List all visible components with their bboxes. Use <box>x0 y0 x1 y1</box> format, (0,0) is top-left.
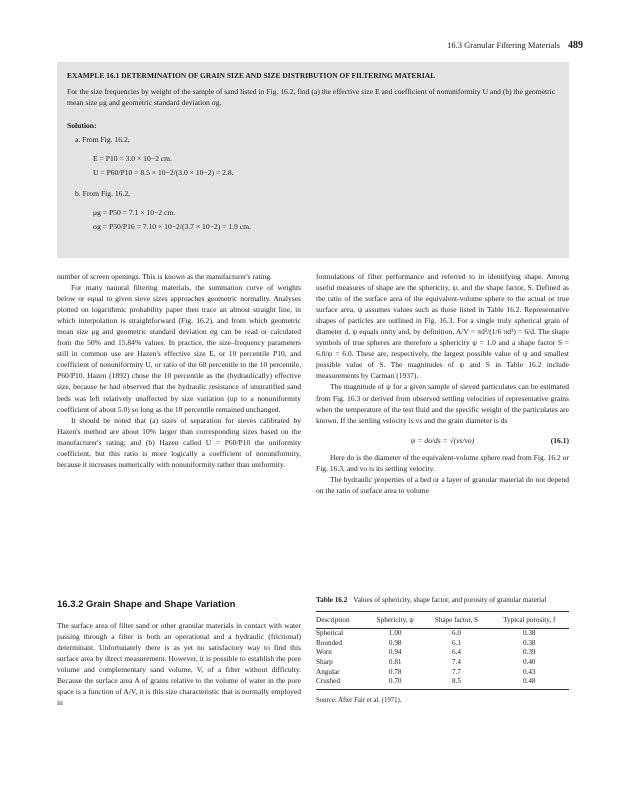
table-cell: 6.1 <box>451 638 461 647</box>
solution-part-a: a. From Fig. 16.2, <box>75 135 130 144</box>
table-cell: 1.00 <box>388 629 402 638</box>
table-row <box>316 667 569 677</box>
table-cell: 0.94 <box>388 648 402 657</box>
table-cell: 0.81 <box>388 658 402 667</box>
table-cell: Sharp <box>316 658 333 667</box>
table-cell: 0.43 <box>522 667 536 676</box>
equation-16-1 <box>316 435 569 446</box>
equation-16-1-body: ψ = do/ds = √(vs/vo) <box>410 435 475 445</box>
sphericity-table <box>316 611 569 691</box>
table-header-cell: Description <box>316 611 367 628</box>
table-cell: 7.4 <box>451 658 461 667</box>
table-header-cell: Shape factor, S <box>423 611 489 628</box>
example-box <box>57 62 569 258</box>
equation-a1: E = P10 = 3.0 × 10−2 cm. <box>93 154 172 163</box>
table-cell: 6.0 <box>451 629 461 638</box>
table-16-2 <box>316 596 569 704</box>
table-cell: Spherical <box>316 629 344 638</box>
left-paragraph-3: It should be noted that (a) sizes of separation for sieves calibrated by Hazen's method are about 10% larger than corresponding sizes based on the manufacturer's rating; and (b) Hazen called U = P60/P10 the uniformity coefficient, but this ratio is more logically a coefficient of nonuniformity, because it increases numerically with nonuniformity rather than uniformity. <box>57 415 301 469</box>
table-cell: 6.4 <box>451 648 461 657</box>
table-cell: 0.40 <box>522 658 536 667</box>
right-column <box>316 271 569 496</box>
left-paragraph-1: number of screen openings. This is known as the manufacturer's rating. <box>57 272 272 281</box>
table-caption-text: Values of sphericity, shape factor, and porosity of granular material <box>353 596 547 604</box>
table-header-cell: Sphericity, ψ <box>367 611 423 628</box>
table-header-row <box>316 611 569 628</box>
equation-b1: μg = P50 = 7.1 × 10−2 cm. <box>93 208 176 217</box>
table-row <box>316 648 569 658</box>
table-cell: 0.78 <box>388 667 402 676</box>
equation-a2: U = P60/P10 = 8.5 × 10−2/(3.0 × 10−2) = 2.8. <box>93 168 234 177</box>
section-paragraph-1: The surface area of filter sand or other granular materials in contact with water passing through a filter is both an operational and a hydraulic (frictional) determinant. Unfortunately there is as yet no satisfactory way to find this surface area by direct measurement. However, it is possible to establish the pore volume and complementary sand volume, V, of a filter without difficulty. Because the surface area A of grains relative to the volume of water in the pore space is a function of A/V, it is this size characteristic that is normally employed in <box>57 621 301 708</box>
table-cell: Rounded <box>316 638 342 647</box>
example-body: For the size frequencies by weight of the sample of sand listed in Fig. 16.2, find (a) the effective size E and coefficient of nonuniformity U and (b) the geometric mean size μg and geometric standard deviation σg. <box>67 87 556 107</box>
left-column <box>57 271 301 470</box>
table-cell: 8.5 <box>423 676 489 689</box>
table-row <box>316 628 569 638</box>
example-title: EXAMPLE 16.1 DETERMINATION OF GRAIN SIZE AND SIZE DISTRIBUTION OF FILTERING MATERIAL <box>67 71 436 80</box>
table-cell: Worn <box>316 648 332 657</box>
right-paragraph-4: The hydraulic properties of a bed or a layer of granular material do not depend on the ratio of surface area to volume <box>316 474 569 495</box>
table-cell: 0.98 <box>388 638 402 647</box>
table-row <box>316 676 569 689</box>
section-body <box>57 620 301 708</box>
table-caption <box>316 596 569 606</box>
page-number: 489 <box>568 40 583 51</box>
section-heading: 16.3.2 Grain Shape and Shape Variation <box>57 599 236 610</box>
table-source: Source: After Fair et al. (1971). <box>316 697 402 705</box>
table-header-cell: Typical porosity, f <box>489 611 569 628</box>
solution-label: Solution: <box>67 121 97 130</box>
running-head-section: 16.3 Granular Filtering Materials <box>447 40 560 50</box>
running-head <box>447 40 583 51</box>
table-cell: 0.39 <box>522 648 536 657</box>
equation-number: (16.1) <box>550 435 569 445</box>
table-cell: 0.38 <box>522 638 536 647</box>
table-row <box>316 638 569 648</box>
equation-b2: σg = P50/P16 = 7.10 × 10−2/(3.7 × 10−2) = 1.9 cm. <box>93 222 251 231</box>
table-label: Table 16.2 <box>316 596 348 604</box>
table-cell: 7.7 <box>451 667 461 676</box>
right-paragraph-3: Here do is the diameter of the equivalent-volume sphere read from Fig. 16.2 or Fig. 16.3, and vo is its settling velocity. <box>316 452 569 473</box>
solution-part-b: b. From Fig. 16.2, <box>75 189 131 198</box>
table-row <box>316 657 569 667</box>
table-cell: Angular <box>316 667 340 676</box>
table-cell: Crushed <box>316 676 367 689</box>
table-cell: 0.48 <box>489 676 569 689</box>
left-paragraph-2: For many nanural filtering materials, the summation curve of weights below or equal to given sieve sizes approaches geometric normality. Analyses plotted on logarithmic probability paper then trace an almost straight line, in which interpolation is straightforward (Fig. 16.2), and from which geometric mean size μg and geometric standard deviation σg can be read or calculated from the 50% and 15.84% values. In practice, the size–frequency parameters still in common use are Hazen's effective size E, or 10 percentile P10, and coefficient of nonuniformity U, or ratio of the 60 percentile to the 10 percentile, P60/P10. Hazen (1892) chose the 10 percentile as the (hydraulically) effective size, because he had observed that the hydraulic resistance of unstratified sand beds was left relatively unaffected by size variation (up to a nonuniformity coefficient of about 5.0) so long as the 10 percentile remained unchanged. <box>57 283 301 414</box>
right-paragraph-1: formulations of filter performance and referred to in identifying shape. Among useful measures of shape are the sphericity, ψ, and the shape factor, S. Defined as the ratio of the surface area of the equivalent-volume sphere to the actual or true surface area, ψ assumes values such as those listed in Table 16.2. Representative shapes of particles are outlined in Fig. 16.3. For a single truly spherical grain of diameter d, ψ equals unity and, by definition, A/V = πd²/(1/6 πd³) = 6/d. The shape symbols of true spheres are therefore a sphericity ψ = 1.0 and a shape factor S = 6.0/ψ = 6.0. These are, respectively, the largest possible value of ψ and smallest possible value of S. The magnitudes of ψ and S in Table 16.2 include measurements by Carman (1937). <box>316 272 569 381</box>
table-cell: 0.70 <box>367 676 423 689</box>
right-paragraph-2: The magnitude of ψ for a given sample of sieved particulates can be estimated from Fig. 16.3 or derived from observed settling velocities of representative grains when the temperature of the test fluid and the specific weight of the particulates are known. If the settling velocity is vs and the grain diameter is ds <box>316 382 569 425</box>
table-cell: 0.38 <box>522 629 536 638</box>
